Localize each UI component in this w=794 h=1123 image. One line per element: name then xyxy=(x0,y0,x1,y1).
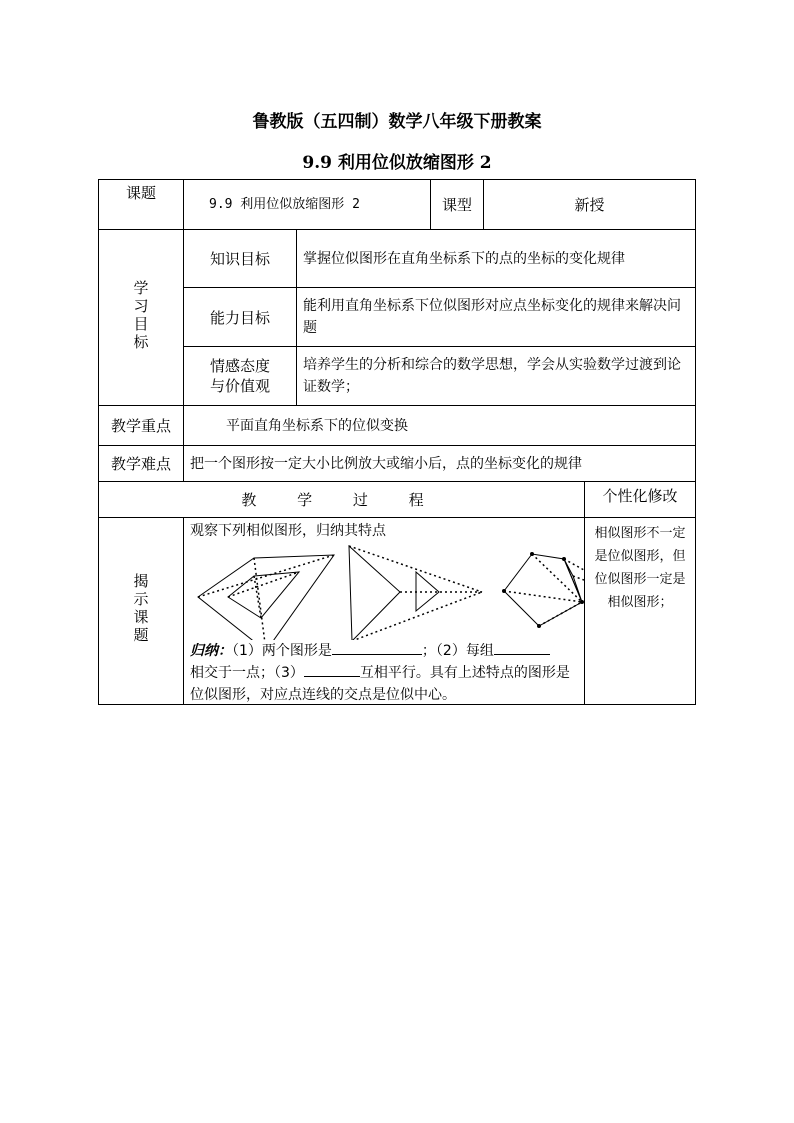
blank-2[interactable] xyxy=(494,640,550,655)
objective-text-emotion: 培养学生的分析和综合的数学思想，学会从实验数学过渡到论证数学； xyxy=(297,347,696,406)
quad-outer xyxy=(198,555,334,640)
type-label: 课型 xyxy=(431,180,484,230)
objectives-label-cell xyxy=(99,230,184,406)
difficulty-label: 教学难点 xyxy=(99,446,184,482)
key-point-row xyxy=(99,406,696,446)
topic-row xyxy=(99,180,696,230)
figure-pentagons xyxy=(503,553,585,628)
process-label-cell xyxy=(99,482,585,518)
reveal-topic-row xyxy=(99,518,696,705)
objective-row-emotion xyxy=(99,347,696,406)
objectives-label: 学习目标 xyxy=(131,279,150,352)
objective-text-knowledge: 掌握位似图形在直角坐标系下的点的坐标的变化规律 xyxy=(297,230,696,288)
summary-part2: ；（2）每组 xyxy=(421,643,494,659)
lesson-plan-table xyxy=(98,179,696,705)
objective-label-ability: 能力目标 xyxy=(184,288,297,347)
summary-part4: 互相平行。具有上述特点的图形是位似图形，对应点连线的交点是位似中心。 xyxy=(190,665,570,703)
personal-note: 相似图形不一定是位似图形，但位似图形一定是相似图形； xyxy=(585,518,696,705)
section-label-cell xyxy=(99,518,184,705)
objective-text-ability: 能利用直角坐标系下位似图形对应点坐标变化的规律来解决问题 xyxy=(297,288,696,347)
topic-label: 课题 xyxy=(99,180,184,230)
key-point-text: 平面直角坐标系下的位似变换 xyxy=(184,406,696,446)
triangle-large xyxy=(349,546,400,640)
process-header-row xyxy=(99,482,696,518)
blank-1[interactable] xyxy=(332,640,422,655)
figure-triangles xyxy=(349,546,482,640)
objective-row-ability xyxy=(99,288,696,347)
reveal-content-cell xyxy=(184,518,585,705)
pentagon-small-edge xyxy=(564,559,582,602)
difficulty-text: 把一个图形按一定大小比例放大或缩小后，点的坐标变化的规律 xyxy=(184,446,696,482)
key-point-label: 教学重点 xyxy=(99,406,184,446)
objective-label-knowledge: 知识目标 xyxy=(184,230,297,288)
figure-nested-quadrilaterals xyxy=(198,555,334,640)
objective-row-knowledge xyxy=(99,230,696,288)
document-title: 鲁教版（五四制）数学八年级下册教案 xyxy=(252,112,542,132)
objective-label-emotion xyxy=(184,347,297,406)
similar-figures xyxy=(184,540,584,640)
process-label: 教 学 过 程 xyxy=(241,491,442,509)
summary-lead: 归纳： xyxy=(190,643,232,659)
blank-3[interactable] xyxy=(304,662,360,677)
personal-label: 个性化修改 xyxy=(585,482,696,518)
summary-part3: 相交于一点；（3） xyxy=(190,665,304,681)
summary-paragraph xyxy=(190,640,580,706)
topic-value: 9.9 利用位似放缩图形 2 xyxy=(184,180,431,230)
type-value: 新授 xyxy=(484,180,696,230)
difficulty-row xyxy=(99,446,696,482)
quad-inner xyxy=(228,572,299,618)
summary-part1: （1）两个图形是 xyxy=(232,643,332,659)
objective-label-emotion-line1: 情感态度 xyxy=(209,357,270,375)
observe-text: 观察下列相似图形，归纳其特点 xyxy=(190,523,386,539)
objective-label-emotion-line2: 与价值观 xyxy=(209,377,270,395)
lesson-title: 9.9 利用位似放缩图形 2 xyxy=(302,153,492,173)
section-label: 揭示课题 xyxy=(131,573,150,645)
